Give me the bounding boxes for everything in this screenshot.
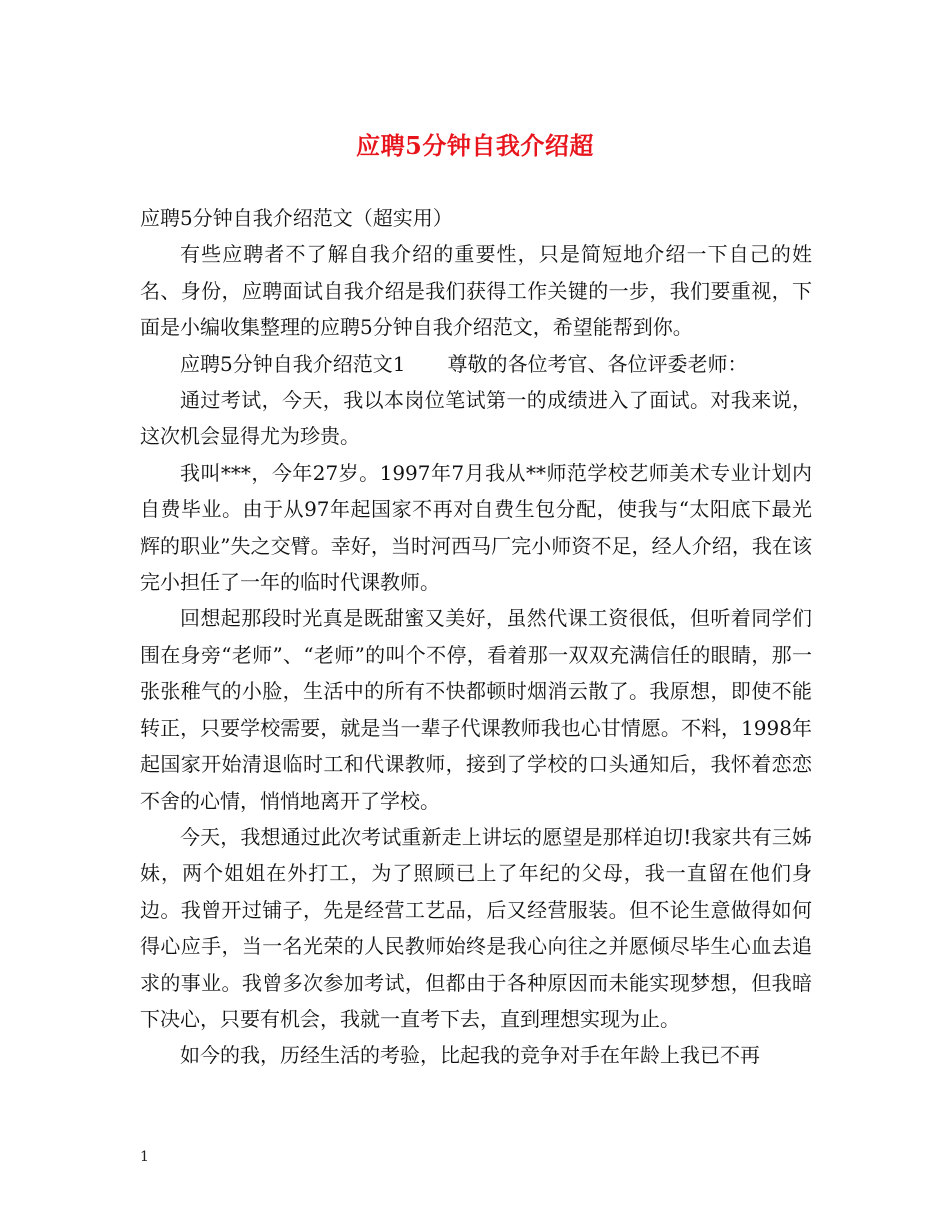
page-number: 1 xyxy=(140,1149,149,1165)
document-body xyxy=(140,200,812,1074)
document-subtitle: 应聘5分钟自我介绍范文（超实用） xyxy=(140,206,453,230)
intro-paragraph: 有些应聘者不了解自我介绍的重要性，只是简短地介绍一下自己的姓名、身份，应聘面试自我介绍是我们获得工作关键的一步，我们要重视，下面是小编收集整理的应聘5分钟自我介绍范文，希望能帮到你。 xyxy=(140,242,812,340)
body-paragraph: 如今的我，历经生活的考验，比起我的竞争对手在年龄上我已不再 xyxy=(180,1043,760,1068)
body-paragraph: 回想起那段时光真是既甜蜜又美好，虽然代课工资很低，但听着同学们围在身旁“老师”、“老师”的叫个不停，看着那一双双充满信任的眼睛，那一张张稚气的小脸，生活中的所有不快都顿时烟消云散了。我原想，即使不能转正，只要学校需要，就是当一辈子代课教师我也心甘情愿。不料，1998年起国家开始清退临时工和代课教师，接到了学校的口头通知后，我怀着恋恋不舍的心情，悄悄地离开了学校。 xyxy=(140,606,812,813)
document-title: 应聘5分钟自我介绍超 xyxy=(356,131,594,160)
greeting: 尊敬的各位考官、各位评委老师： xyxy=(447,351,748,376)
body-paragraph: 今天，我想通过此次考试重新走上讲坛的愿望是那样迫切!我家共有三姊妹，两个姐姐在外打工，为了照顾已上了年纪的父母，我一直留在他们身边。我曾开过铺子，先是经营工艺品，后又经营服装。但不论生意做得如何得心应手，当一名光荣的人民教师始终是我心向往之并愿倾尽毕生心血去追求的事业。我曾多次参加考试，但都由于各种原因而未能实现梦想，但我暗下决心，只要有机会，我就一直考下去，直到理想实现为止。 xyxy=(140,824,812,1031)
sample-heading: 应聘5分钟自我介绍范文1 xyxy=(180,351,406,376)
sample-heading-line xyxy=(140,346,812,382)
body-paragraph: 通过考试，今天，我以本岗位笔试第一的成绩进入了面试。对我来说，这次机会显得尤为珍贵。 xyxy=(140,388,812,449)
body-paragraph: 我叫***，今年27岁。1997年7月我从**师范学校艺师美术专业计划内自费毕业。由于从97年起国家不再对自费生包分配，使我与“太阳底下最光辉的职业”失之交臂。幸好，当时河西马厂完小师资不足，经人介绍，我在该完小担任了一年的临时代课教师。 xyxy=(140,460,812,595)
